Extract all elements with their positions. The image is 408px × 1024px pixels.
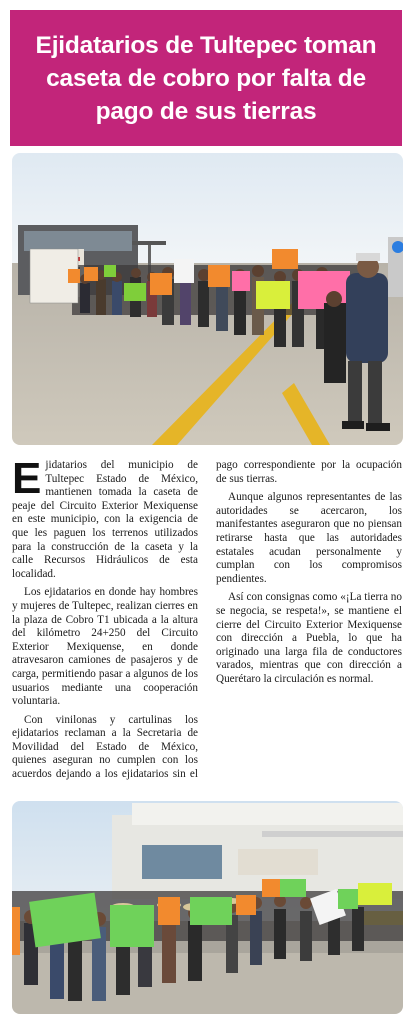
article-paragraph-5: Así con consignas como «¡La tierra no se negocia, se respeta!», se mantiene el cierre del Circuito Exterior Mexiquense con dirección a Puebla, lo que ha originado una larga fila de conductores varados, mientras que con dirección a Querétaro la circulación es normal. [216, 591, 402, 685]
protest-photo-top [12, 153, 403, 445]
article-paragraph-2: Los ejidatarios en donde hay hombres y mujeres de Tultepec, realizan cierres en la plaza de Cobro T1 ubicada a la altura del kilómetro 24+250 del Circuito Exterior Mexiquense, en donde atravesaron camiones de pasajeros y de carga, permitiendo pasar a algunos de los usuarios mediante una cooperación voluntaria. [12, 586, 198, 708]
headline-title: Ejidatarios de Tultepec toman caseta de cobro por falta de pago de sus tierras [35, 31, 377, 125]
dropcap-letter: E [12, 454, 42, 503]
headline-banner [10, 10, 402, 146]
article-paragraph-1: Ejidatarios del municipio de Tultepec Estado de México, mantienen tomada la caseta de peaje del Circuito Exterior Mexiquense en este municipio, con la exigencia de que les paguen los terrenos utilizados para la construcción de la caseta y la calle Recursos Hidráulicos de esta localidad. [12, 454, 198, 580]
article-paragraph-3: Con vinilonas y cartulinas los ejidatarios reclaman a la Secretaria de Movilidad del Estado de México, quienes aseguran no cumplen con los acuerdos dejando a los ejidatarios sin el pago correspondiente por la ocupación de sus tierras. [12, 459, 402, 781]
article-body [12, 454, 402, 793]
article-paragraph-4: Aunque algunos representantes de las autoridades se acercaron, los manifestantes aseguraron que no piensan retirarse hasta que las autoridades estatales acudan personalmente y cumplan con los compromisos pendientes. [216, 491, 402, 585]
protest-photo-bottom [12, 801, 403, 1014]
